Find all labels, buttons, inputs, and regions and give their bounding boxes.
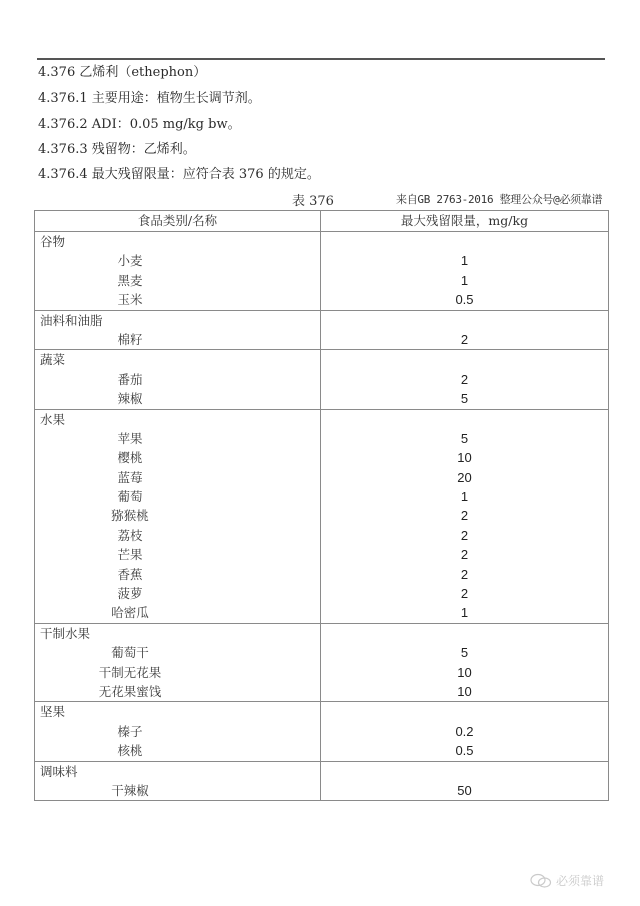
- table-header-row: [35, 211, 609, 232]
- food-item-name: 香蕉: [117, 566, 143, 582]
- wechat-icon: [530, 873, 552, 889]
- food-item-name: 辣椒: [117, 391, 143, 407]
- watermark: [530, 872, 604, 889]
- food-item-mrl-value: 1: [460, 272, 469, 288]
- food-item-mrl-value: 2: [460, 586, 469, 602]
- category-name: 水果: [40, 411, 66, 427]
- category-row: [35, 623, 609, 702]
- food-item-name: 葡萄干: [111, 645, 149, 661]
- adi-line: 4.376.2 ADI：0.05 mg/kg bw。: [38, 117, 241, 132]
- category-row: [35, 310, 609, 350]
- food-item-mrl-value: 5: [460, 645, 469, 661]
- food-item-name: 猕猴桃: [111, 508, 149, 524]
- food-item-name: 无花果蜜饯: [98, 683, 162, 699]
- category-value-cell: [321, 702, 609, 761]
- food-item-mrl-value: 0.2: [455, 723, 474, 739]
- table-body: [35, 232, 609, 801]
- header-rule: [37, 58, 605, 60]
- category-row: [35, 409, 609, 623]
- table-source-note: 来自GB 2763-2016 整理公众号@必须靠谱: [396, 193, 603, 206]
- category-row: [35, 350, 609, 409]
- category-food-cell: [35, 310, 321, 350]
- food-item-name: 菠萝: [117, 586, 143, 602]
- category-value-spacer: [321, 702, 608, 721]
- food-item-mrl-value: 10: [457, 664, 472, 680]
- mrl-table: [34, 210, 609, 801]
- food-item-mrl-value: 1: [460, 489, 469, 505]
- category-food-cell: [35, 761, 321, 801]
- category-name: 坚果: [40, 704, 66, 720]
- food-item-name: 玉米: [117, 292, 143, 308]
- food-item-mrl-value: 2: [460, 508, 469, 524]
- food-item-mrl-value: 20: [457, 469, 472, 485]
- food-item-name: 哈密瓜: [111, 605, 149, 621]
- category-value-spacer: [321, 624, 608, 643]
- food-item-name: 核桃: [117, 743, 143, 759]
- category-value-spacer: [321, 410, 608, 429]
- category-name: 蔬菜: [40, 352, 66, 368]
- food-item-mrl-value: 2: [460, 527, 469, 543]
- food-item-mrl-value: 2: [460, 331, 469, 347]
- food-item-name: 棉籽: [117, 331, 143, 347]
- category-value-spacer: [321, 762, 608, 781]
- category-name: 谷物: [40, 234, 66, 249]
- food-item-mrl-value: 0.5: [455, 743, 474, 759]
- category-value-cell: [321, 232, 609, 311]
- food-item-mrl-value: 1: [460, 605, 469, 621]
- category-name: 油料和油脂: [40, 312, 103, 328]
- header-max-residue-limit: 最大残留限量，mg/kg: [321, 211, 609, 232]
- category-name: 调味料: [40, 763, 78, 779]
- food-item-name: 葡萄: [117, 489, 143, 505]
- category-food-cell: [35, 702, 321, 761]
- food-item-name: 黑麦: [117, 272, 143, 288]
- category-row: [35, 702, 609, 761]
- food-item-name: 樱桃: [117, 450, 143, 466]
- food-item-mrl-value: 10: [457, 683, 472, 699]
- food-item-mrl-value: 2: [460, 371, 469, 387]
- mrl-reference-line: 4.376.4 最大残留限量：应符合表 376 的规定。: [38, 167, 320, 182]
- category-value-cell: [321, 623, 609, 702]
- food-item-name: 干辣椒: [111, 782, 149, 798]
- header-food-category: 食品类别/名称: [35, 211, 321, 232]
- section-title: 4.376 乙烯利（ethephon）: [38, 65, 207, 80]
- food-item-mrl-value: 10: [457, 450, 472, 466]
- watermark-text: 必须靠谱: [556, 874, 605, 888]
- food-item-mrl-value: 2: [460, 566, 469, 582]
- category-name: 干制水果: [40, 625, 91, 641]
- category-value-spacer: [321, 350, 608, 369]
- food-item-name: 蓝莓: [117, 469, 143, 485]
- food-item-name: 苹果: [117, 430, 143, 446]
- category-food-cell: [35, 232, 321, 311]
- category-value-spacer: [321, 311, 608, 330]
- category-food-cell: [35, 623, 321, 702]
- category-value-cell: [321, 350, 609, 409]
- food-item-mrl-value: 2: [460, 547, 469, 563]
- category-value-cell: [321, 761, 609, 801]
- food-item-name: 小麦: [117, 253, 143, 269]
- category-row: [35, 761, 609, 801]
- category-value-cell: [321, 409, 609, 623]
- food-item-name: 芒果: [117, 547, 143, 563]
- food-item-name: 番茄: [117, 371, 143, 387]
- food-item-mrl-value: 1: [460, 253, 469, 269]
- category-row: [35, 232, 609, 311]
- food-item-name: 荔枝: [117, 527, 143, 543]
- food-item-name: 榛子: [117, 723, 143, 739]
- residue-line: 4.376.3 残留物：乙烯利。: [38, 142, 196, 157]
- category-value-cell: [321, 310, 609, 350]
- food-item-mrl-value: 50: [457, 782, 472, 798]
- food-item-mrl-value: 5: [460, 391, 469, 407]
- category-food-cell: [35, 409, 321, 623]
- category-value-spacer: [321, 232, 608, 251]
- table-caption: 表 376: [292, 194, 334, 209]
- main-use-line: 4.376.1 主要用途：植物生长调节剂。: [38, 91, 261, 106]
- food-item-mrl-value: 0.5: [455, 292, 474, 308]
- category-food-cell: [35, 350, 321, 409]
- food-item-mrl-value: 5: [460, 430, 469, 446]
- food-item-name: 干制无花果: [98, 664, 162, 680]
